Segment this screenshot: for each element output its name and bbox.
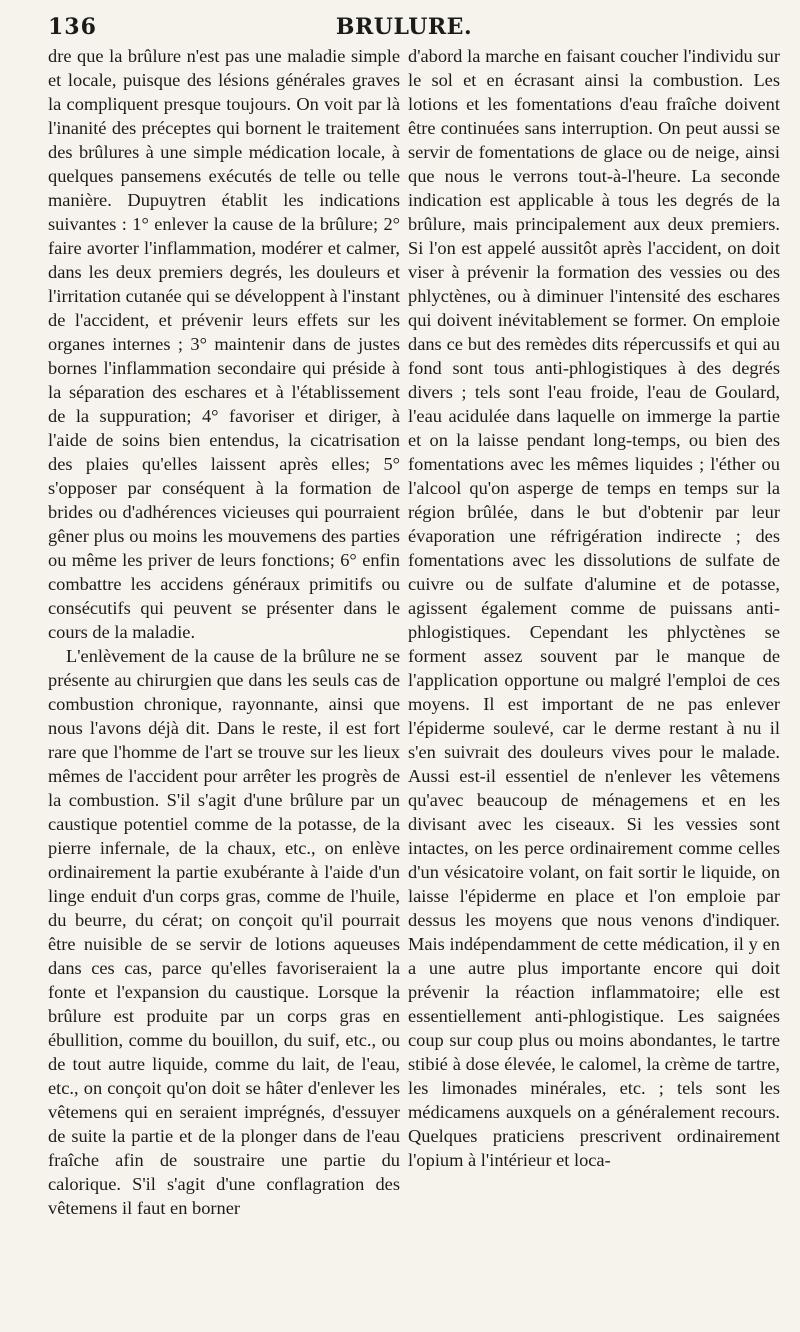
page-number: 136 — [48, 14, 97, 40]
right-column — [408, 44, 780, 1314]
left-column — [48, 44, 400, 1314]
paragraph: L'enlèvement de la cause de la brûlure ne se présente au chirurgien que dans les seuls cas de combustion chronique, rayonnante, ainsi que nous l'avons déjà dit. Dans le reste, il est fort rare que l'homme de l'art se trouve sur les lieux mêmes de l'accident pour arrêter les progrès de la combustion. S'il s'agit d'une brûlure par un caustique potentiel comme de la potasse, de la pierre infernale, de la chaux, etc., on enlève ordinairement la partie exubérante à l'aide d'un linge enduit d'un corps gras, comme de l'huile, du beurre, du cérat; on conçoit qu'il pourrait être nuisible de se servir de lotions aqueuses dans ces cas, parce qu'elles favoriseraient la fonte et l'expansion du caustique. Lorsque la brûlure est produite par un corps gras en ébullition, comme du bouillon, du suif, etc., ou de tout autre liquide, comme du lait, de l'eau, etc., on conçoit qu'on doit se hâter d'enlever les vêtemens qui en seraient imprégnés, d'essuyer de suite la partie et de la plonger dans de l'eau fraîche afin de soustraire une partie du calorique. S'il s'agit d'une conflagration des vêtemens il faut en borner — [48, 646, 400, 1218]
paragraph: dre que la brûlure n'est pas une maladie simple et locale, puisque des lésions générales graves la compliquent presque toujours. On voit par là l'inanité des préceptes qui bornent le traitement des brûlures à une simple médication locale, à quelques pansemens exécutés de telle ou telle manière. Dupuytren établit les indications suivantes : 1° enlever la cause de la brûlure; 2° faire avorter l'inflammation, modérer et calmer, dans les deux premiers degrés, les douleurs et l'irritation cutanée qui se développent à l'instant de l'accident, et prévenir leurs effets sur les organes internes ; 3° maintenir dans de justes bornes l'inflammation secondaire qui préside à la séparation des eschares et à l'établissement de la suppuration; 4° favoriser et diriger, à l'aide de soins bien entendus, la cicatrisation des plaies qu'elles laissent après elles; 5° s'opposer par conséquent à la formation de brides ou d'adhérences vicieuses qui pourraient gêner plus ou moins les mouvemens des parties ou même les priver de leurs fonctions; 6° enfin combattre les accidens généraux primitifs ou consécutifs qui peuvent se présenter dans le cours de la maladie. — [48, 46, 400, 642]
paragraph: d'abord la marche en faisant coucher l'individu sur le sol et en écrasant ainsi la combustion. Les lotions et les fomentations d'eau fraîche doivent être continuées sans interruption. On peut aussi se servir de fomentations de glace ou de neige, ainsi que nous le verrons tout-à-l'heure. La seconde indication est applicable à tous les degrés de la brûlure, mais principalement aux deux premiers. Si l'on est appelé aussitôt après l'accident, on doit viser à prévenir la formation des vessies ou des phlyctènes, ou à diminuer l'intensité des eschares qui doivent inévitablement se former. On emploie dans ce but des remèdes dits répercussifs et qui au fond sont tous anti-phlogistiques à des degrés divers ; tels sont l'eau froide, l'eau de Goulard, l'eau acidulée dans laquelle on immerge la partie et on la laisse pendant long-temps, ou bien des fomentations avec les mêmes liquides ; l'éther ou l'alcool qu'on asperge de temps en temps sur la région brûlée, dans le but d'obtenir par leur évaporation une réfrigération indirecte ; des fomentations avec les dissolutions de sulfate de cuivre ou de sulfate d'alumine et de potasse, agissent également comme de puissans anti-phlogistiques. Cependant les phlyctènes se forment assez souvent par le manque de l'application opportune ou malgré l'emploi de ces moyens. Il est important de ne pas enlever l'épiderme soulevé, car le derme restant à nu il s'en suivrait des douleurs vives pour le malade. Aussi est-il essentiel de n'enlever les vêtemens qu'avec beaucoup de ménagemens et en les divisant avec les ciseaux. Si les vessies sont intactes, on les perce ordinairement comme celles d'un vésicatoire volant, on fait sortir le liquide, on laisse l'épiderme en place et l'on emploie par dessus les moyens que nous venons d'indiquer. Mais indépendamment de cette médication, il y en a une autre plus importante encore qui doit prévenir la réaction inflammatoire; elle est essentiellement anti-phlogistique. Les saignées coup sur coup plus ou moins abondantes, le tartre stibié à dose élevée, le calomel, la crème de tartre, les limonades minérales, etc. ; tels sont les médicamens auxquels on a généralement recours. Quelques praticiens prescrivent ordinairement l'opium à l'intérieur et loca- — [408, 46, 780, 1170]
running-title: BRULURE. — [335, 14, 473, 40]
